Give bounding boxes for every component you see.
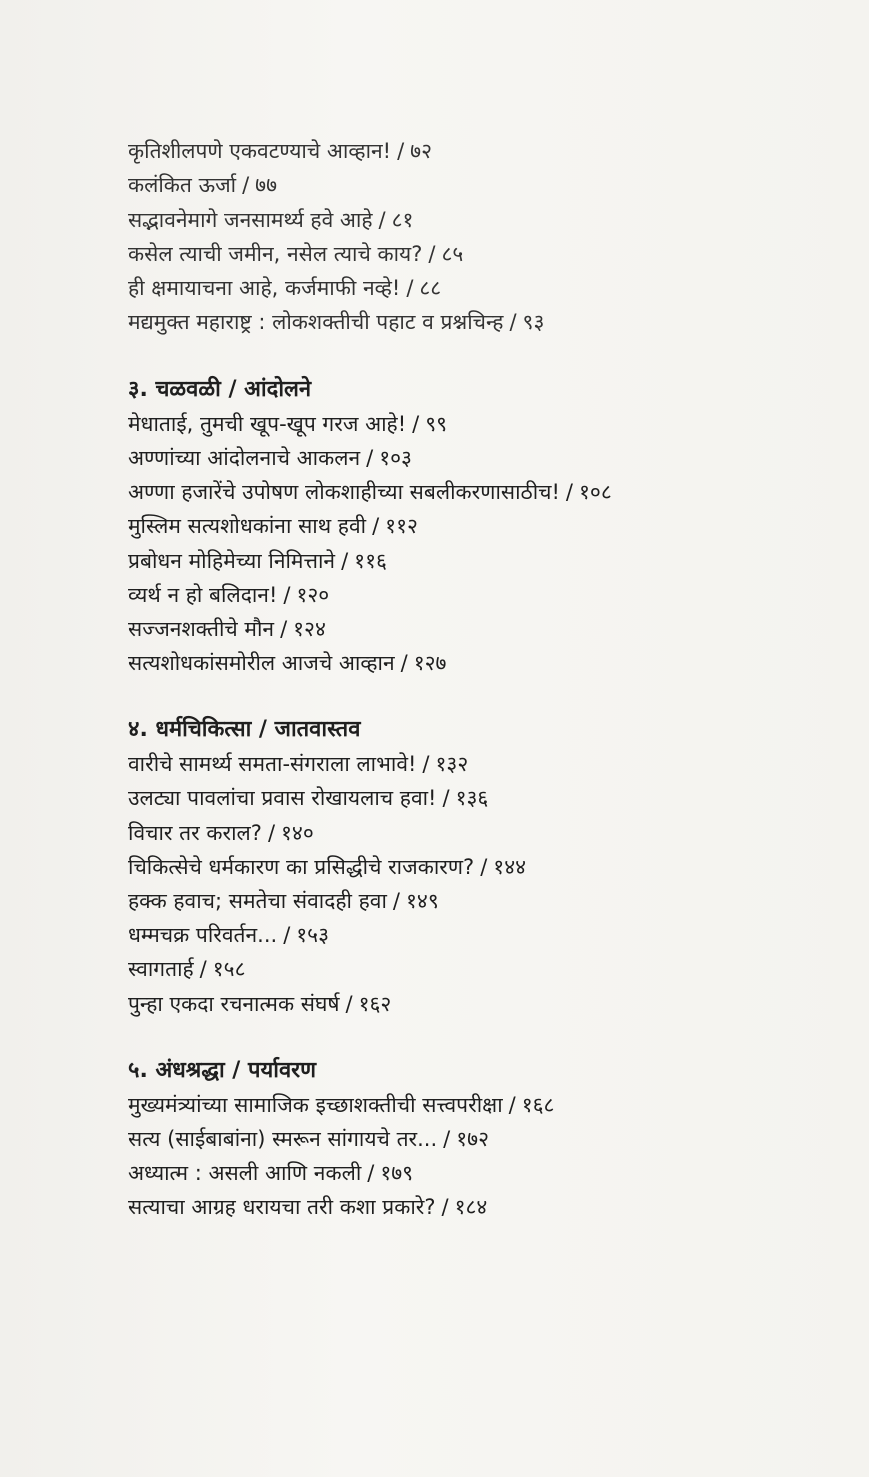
- entry-title: चिकित्सेचे धर्मकारण का प्रसिद्धीचे राजकारण?: [128, 854, 475, 879]
- toc-entry: अण्णा हजारेंचे उपोषण लोकशाहीच्या सबलीकरणासाठीच! / १०८: [128, 480, 612, 505]
- entry-page: १०३: [379, 445, 412, 470]
- entry-page: १३६: [455, 786, 489, 811]
- toc-entry: मुख्यमंत्र्यांच्या सामाजिक इच्छाशक्तीची सत्त्वपरीक्षा / १६८: [128, 1092, 555, 1117]
- entry-title: विचार तर कराल?: [128, 820, 262, 845]
- entry-title: व्यर्थ न हो बलिदान!: [128, 582, 278, 607]
- entry-page: ७७: [255, 173, 278, 198]
- table-of-contents: [128, 134, 848, 1225]
- toc-entry: पुन्हा एकदा रचनात्मक संघर्ष / १६२: [128, 991, 392, 1016]
- entry-page: ११२: [385, 514, 418, 539]
- entry-title: स्वागतार्ह: [128, 957, 194, 982]
- entry-title: पुन्हा एकदा रचनात्मक संघर्ष: [128, 991, 340, 1016]
- entry-title: सत्याचा आग्रह धरायचा तरी कशा प्रकारे?: [128, 1195, 436, 1220]
- entry-page: १२७: [413, 651, 447, 676]
- toc-entry: मद्यमुक्त महाराष्ट्र : लोकशक्तीची पहाट व प्रश्नचिन्ह / ९३: [128, 310, 545, 335]
- entry-page: १५८: [212, 957, 246, 982]
- toc-intro-list: [128, 134, 848, 340]
- entry-page: १५३: [296, 923, 330, 948]
- section-heading: ३. चळवळी / आंदोलने: [128, 376, 312, 402]
- section-entries: [128, 1088, 848, 1225]
- entry-page: १४०: [281, 820, 314, 845]
- section-entries: [128, 747, 848, 1021]
- entry-title: अध्यात्म : असली आणि नकली: [128, 1161, 362, 1186]
- toc-entry: सत्य (साईबाबांना) स्मरून सांगायचे तर... / १७२: [128, 1126, 489, 1151]
- entry-title: मुख्यमंत्र्यांच्या सामाजिक इच्छाशक्तीची सत्त्वपरीक्षा: [128, 1092, 503, 1117]
- entry-page: १२४: [293, 616, 326, 641]
- toc-entry: अण्णांच्या आंदोलनाचे आकलन / १०३: [128, 445, 412, 470]
- entry-page: १४४: [493, 854, 527, 879]
- entry-title: सत्यशोधकांसमोरील आजचे आव्हान: [128, 651, 395, 676]
- entry-title: मुस्लिम सत्यशोधकांना साथ हवी: [128, 514, 367, 539]
- entry-title: अण्णा हजारेंचे उपोषण लोकशाहीच्या सबलीकरणासाठीच!: [128, 480, 560, 505]
- entry-page: ९९: [425, 411, 448, 436]
- entry-page: १३२: [435, 752, 469, 777]
- entry-title: वारीचे सामर्थ्य समता-संगराला लाभावे!: [128, 752, 417, 777]
- toc-entry: प्रबोधन मोहिमेच्या निमित्ताने / ११६: [128, 548, 387, 573]
- entry-title: ही क्षमायाचना आहे, कर्जमाफी नव्हे!: [128, 276, 401, 301]
- toc-entry: वारीचे सामर्थ्य समता-संगराला लाभावे! / १३२: [128, 752, 469, 777]
- entry-page: १२०: [296, 582, 330, 607]
- toc-entry: चिकित्सेचे धर्मकारण का प्रसिद्धीचे राजकारण? / १४४: [128, 854, 527, 879]
- toc-entry: मेधाताई, तुमची खूप-खूप गरज आहे! / ९९: [128, 411, 448, 436]
- toc-entry: कसेल त्याची जमीन, नसेल त्याचे काय? / ८५: [128, 241, 464, 266]
- entry-page: ८५: [441, 241, 464, 266]
- toc-entry: सत्यशोधकांसमोरील आजचे आव्हान / १२७: [128, 651, 447, 676]
- entry-page: ९३: [522, 310, 545, 335]
- entry-page: १६८: [521, 1092, 555, 1117]
- entry-title: सज्जनशक्तीचे मौन: [128, 616, 275, 641]
- entry-page: १८४: [454, 1195, 488, 1220]
- entry-page: १६२: [358, 991, 392, 1016]
- section-entries: [128, 407, 848, 681]
- entry-title: मेधाताई, तुमची खूप-खूप गरज आहे!: [128, 411, 407, 436]
- entry-title: सद्भावनेमागे जनसामर्थ्य हवे आहे: [128, 207, 373, 232]
- toc-entry: विचार तर कराल? / १४०: [128, 820, 314, 845]
- toc-entry: व्यर्थ न हो बलिदान! / १२०: [128, 582, 330, 607]
- toc-entry: सद्भावनेमागे जनसामर्थ्य हवे आहे / ८१: [128, 207, 414, 232]
- toc-entry: ही क्षमायाचना आहे, कर्जमाफी नव्हे! / ८८: [128, 276, 442, 301]
- section-heading: ५. अंधश्रद्धा / पर्यावरण: [128, 1057, 317, 1083]
- toc-entry: स्वागतार्ह / १५८: [128, 957, 246, 982]
- section-heading: ४. धर्मचिकित्सा / जातवास्तव: [128, 717, 361, 743]
- entry-title: कसेल त्याची जमीन, नसेल त्याचे काय?: [128, 241, 423, 266]
- entry-title: धम्मचक्र परिवर्तन...: [128, 923, 278, 948]
- entry-title: सत्य (साईबाबांना) स्मरून सांगायचे तर...: [128, 1126, 438, 1151]
- entry-title: अण्णांच्या आंदोलनाचे आकलन: [128, 445, 361, 470]
- entry-title: हक्क हवाच; समतेचा संवादही हवा: [128, 889, 387, 914]
- toc-entry: सज्जनशक्तीचे मौन / १२४: [128, 616, 326, 641]
- toc-entry: उलट्या पावलांचा प्रवास रोखायलाच हवा! / १३६: [128, 786, 489, 811]
- toc-entry: कलंकित ऊर्जा / ७७: [128, 173, 278, 198]
- entry-title: प्रबोधन मोहिमेच्या निमित्ताने: [128, 548, 336, 573]
- toc-entry: धम्मचक्र परिवर्तन... / १५३: [128, 923, 330, 948]
- entry-page: ८८: [419, 276, 442, 301]
- entry-title: उलट्या पावलांचा प्रवास रोखायलाच हवा!: [128, 786, 437, 811]
- toc-entry: मुस्लिम सत्यशोधकांना साथ हवी / ११२: [128, 514, 418, 539]
- toc-entry: अध्यात्म : असली आणि नकली / १७९: [128, 1161, 414, 1186]
- toc-entry: सत्याचा आग्रह धरायचा तरी कशा प्रकारे? / १८४: [128, 1195, 488, 1220]
- entry-title: मद्यमुक्त महाराष्ट्र : लोकशक्तीची पहाट व प्रश्नचिन्ह: [128, 310, 504, 335]
- toc-entry: कृतिशीलपणे एकवटण्याचे आव्हान! / ७२: [128, 139, 433, 163]
- entry-page: १७२: [456, 1126, 489, 1151]
- entry-page: १७९: [380, 1161, 414, 1186]
- entry-title: कलंकित ऊर्जा: [128, 173, 237, 198]
- entry-title: कृतिशीलपणे एकवटण्याचे आव्हान!: [128, 139, 392, 163]
- entry-page: १०८: [579, 480, 612, 505]
- entry-page: १४९: [406, 889, 439, 914]
- entry-page: ७२: [410, 139, 433, 163]
- entry-page: ११६: [354, 548, 387, 573]
- toc-entry: हक्क हवाच; समतेचा संवादही हवा / १४९: [128, 889, 439, 914]
- entry-page: ८१: [391, 207, 414, 232]
